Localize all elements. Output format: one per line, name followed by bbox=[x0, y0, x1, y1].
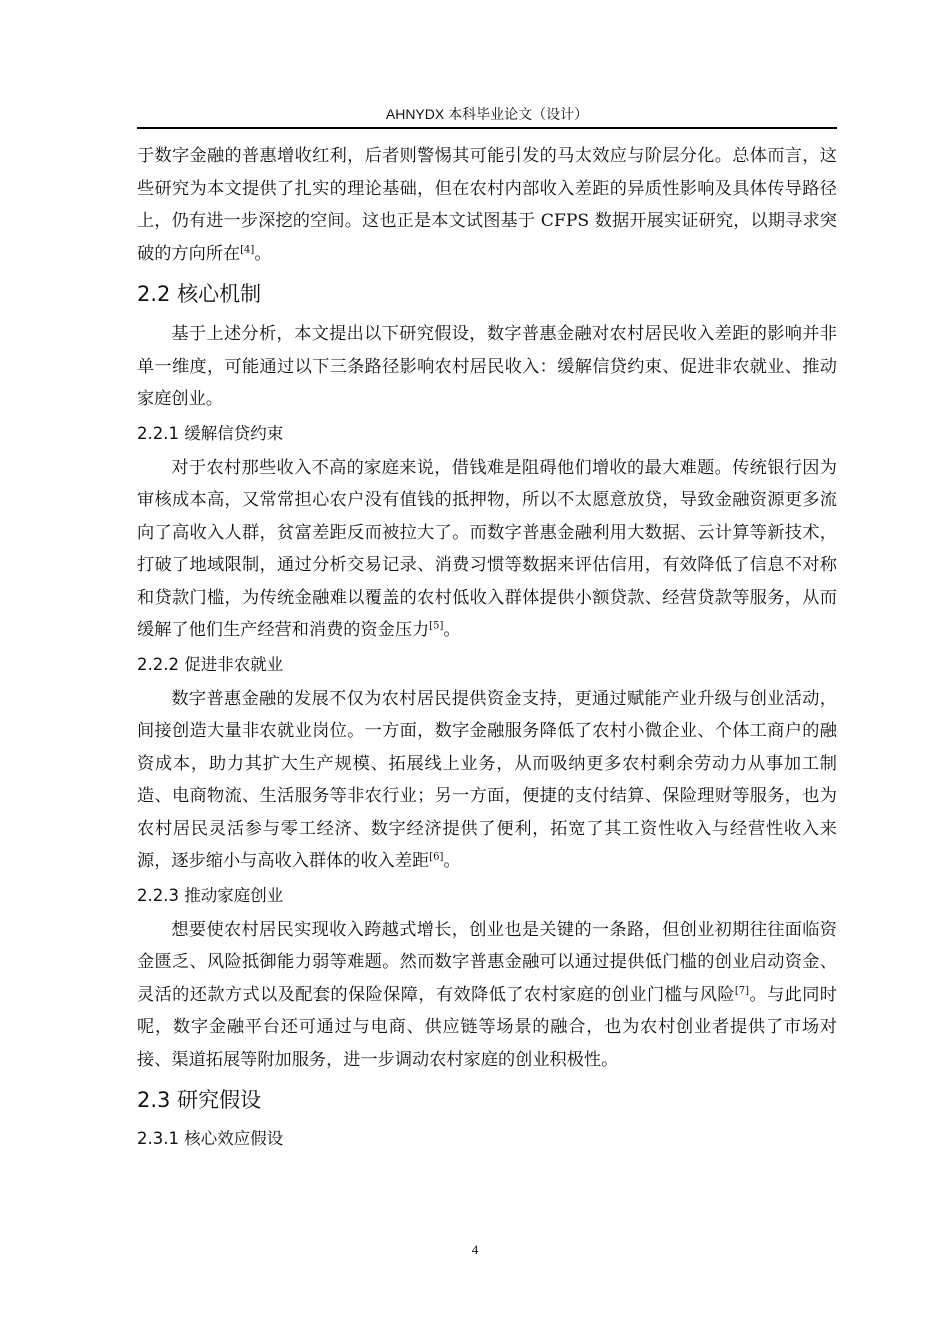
citation-7: [7] bbox=[734, 984, 750, 996]
section-2-2-3-heading: 2.2.3 推动家庭创业 bbox=[137, 885, 284, 905]
intro-paragraph bbox=[137, 140, 837, 270]
section-2-2-3-text-a: 想要使农村居民实现收入跨越式增长，创业也是关键的一条路，但创业初期往往面临资金匮乏、风险抵御能力弱等难题。然而数字普惠金融可以通过提供低门槛的创业启动资金、灵活的还款方式以及配套的保险保障，有效降低了农村家庭的创业门槛与风险 bbox=[137, 919, 837, 1005]
citation-5: [5] bbox=[429, 620, 444, 632]
page-content bbox=[137, 140, 837, 1157]
section-2-2-3-text-b: 。与此同时呢，数字金融平台还可通过与电商、供应链等场景的融合，也为农村创业者提供了市场对接、渠道拓展等附加服务，进一步调动农村家庭的创业积极性。 bbox=[137, 984, 837, 1070]
section-2-2-2-paragraph bbox=[137, 683, 837, 878]
section-2-2-2-heading: 2.2.2 促进非农就业 bbox=[137, 654, 284, 674]
citation-4: [4] bbox=[240, 243, 255, 255]
section-2-2-1-paragraph bbox=[137, 452, 837, 647]
section-2-2-2-tail: 。 bbox=[443, 851, 461, 871]
section-2-2-2-text: 数字普惠金融的发展不仅为农村居民提供资金支持，更通过赋能产业升级与创业活动，间接创造大量非农就业岗位。一方面，数字金融服务降低了农村小微企业、个体工商户的融资成本，助力其扩大生产规模、拓展线上业务，从而吸纳更多农村剩余劳动力从事加工制造、电商物流、生活服务等非农行业；另一方面，便捷的支付结算、保险理财等服务，也为农村居民灵活参与零工经济、数字经济提供了便利，拓宽了其工资性收入与经营性收入来源，逐步缩小与高收入群体的收入差距 bbox=[137, 688, 837, 871]
intro-text: 于数字金融的普惠增收红利，后者则警惕其可能引发的马太效应与阶层分化。总体而言，这些研究为本文提供了扎实的理论基础，但在农村内部收入差距的异质性影响及具体传导路径上，仍有进一步深挖的空间。这也正是本文试图基于 CFPS 数据开展实证研究，以期寻求突破的方向所在 bbox=[137, 146, 837, 264]
running-header: AHNYDX 本科毕业论文（设计） bbox=[385, 106, 589, 122]
section-2-2-1-heading: 2.2.1 缓解信贷约束 bbox=[137, 423, 284, 443]
page-number: 4 bbox=[471, 1242, 479, 1257]
section-2-2-heading: 2.2 核心机制 bbox=[137, 282, 262, 306]
section-2-3-heading: 2.3 研究假设 bbox=[137, 1088, 262, 1112]
section-2-2-1-tail: 。 bbox=[443, 620, 461, 640]
citation-6: [6] bbox=[429, 851, 444, 863]
section-2-3-1-heading: 2.3.1 核心效应假设 bbox=[137, 1129, 284, 1148]
section-2-2-1-text: 对于农村那些收入不高的家庭来说，借钱难是阻碍他们增收的最大难题。传统银行因为审核成本高，又常常担心农户没有值钱的抵押物，所以不太愿意放贷，导致金融资源更多流向了高收入人群，贫富差距反而被拉大了。而数字普惠金融利用大数据、云计算等新技术，打破了地域限制，通过分析交易记录、消费习惯等数据来评估信用，有效降低了信息不对称和贷款门槛，为传统金融难以覆盖的农村低收入群体提供小额贷款、经营贷款等服务，从而缓解了他们生产经营和消费的资金压力 bbox=[137, 457, 837, 640]
section-2-2-3-paragraph bbox=[137, 914, 837, 1077]
section-2-2-paragraph: 基于上述分析，本文提出以下研究假设，数字普惠金融对农村居民收入差距的影响并非单一维度，可能通过以下三条路径影响农村居民收入：缓解信贷约束、促进非农就业、推动家庭创业。 bbox=[137, 324, 837, 409]
intro-tail: 。 bbox=[254, 243, 272, 264]
header-rule bbox=[137, 127, 837, 129]
